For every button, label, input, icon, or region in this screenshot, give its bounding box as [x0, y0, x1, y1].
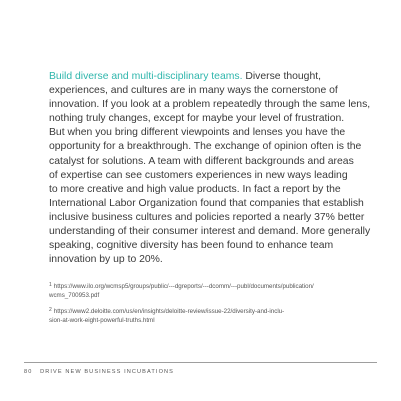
footnotes	[49, 283, 369, 333]
footer-divider	[24, 362, 377, 363]
paragraph-line: of expertise can see customers experiences in new ways leading	[49, 169, 348, 181]
paragraph-line: speaking, cognitive diversity has been found to enhance team	[49, 240, 334, 252]
footnote-line	[49, 283, 369, 292]
paragraph-line: nothing truly changes, except for maybe your level of frustration.	[49, 113, 345, 125]
paragraph-line: innovation by up to 20%.	[49, 254, 163, 266]
paragraph-line: International Labor Organization found that companies that establish	[49, 197, 364, 209]
footnote-link[interactable]: https://www2.deloitte.com/us/en/insights/deloitte-review/issue-22/diversity-and-inclu-	[53, 308, 285, 316]
paragraph-line: Build diverse and multi-disciplinary teams. Diverse thought,	[49, 71, 322, 82]
footnote-link[interactable]: sion-at-work-eight-powerful-truths.html	[49, 316, 155, 324]
paragraph-line: to more creative and high value products. In fact a report by the	[49, 183, 341, 195]
body-paragraph	[49, 70, 369, 267]
footnote-marker: 2	[49, 307, 52, 314]
page-footer	[24, 369, 174, 375]
paragraph-line: But when you bring different viewpoints and lenses you have the	[49, 127, 346, 139]
footnote-link[interactable]: https://www.ilo.org/wcmsp5/groups/public/---dgreports/---dcomm/---publ/documents/publication/	[53, 283, 314, 290]
paragraph-line: inclusive business cultures and policies reported a nearly 37% better	[49, 211, 365, 223]
paragraph-line: experiences, and cultures are in many ways the cornerstone of	[49, 85, 338, 97]
footnote-2	[49, 308, 369, 325]
footnote-line	[49, 308, 369, 317]
paragraph-line: opportunity for a breakthrough. The exchange of opinion often is the	[49, 141, 362, 153]
lead-heading: Build diverse and multi-disciplinary teams.	[49, 71, 243, 82]
footnote-link[interactable]: wcms_700953.pdf	[49, 291, 100, 299]
running-title: DRIVE NEW BUSINESS INCUBATIONS	[40, 369, 175, 375]
footnote-marker: 1	[49, 282, 52, 288]
paragraph-line: catalyst for solutions. A team with different backgrounds and areas	[49, 155, 354, 167]
paragraph-line: innovation. If you look at a problem repeatedly through the same lens,	[49, 99, 371, 111]
paragraph-line: understanding of their consumer interest and demand. More generally	[49, 226, 371, 238]
footnote-1	[49, 283, 369, 300]
page-number: 80	[24, 369, 33, 375]
